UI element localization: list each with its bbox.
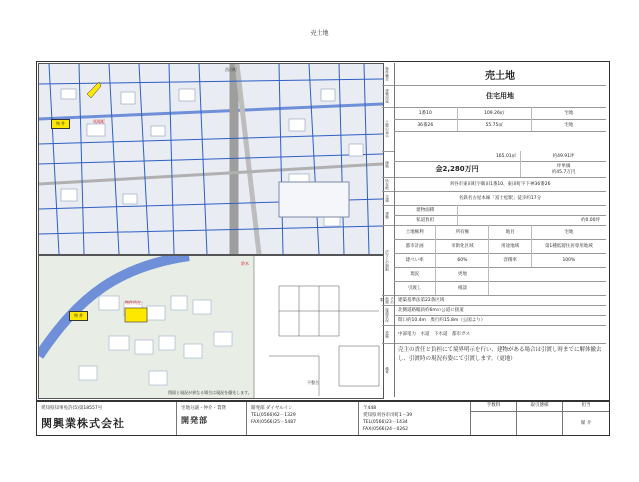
ownership-label: 土地権利	[394, 225, 436, 239]
label-use: 建物用途	[382, 85, 395, 108]
address: 刈谷市東田町字飯田1番10、東田町字下神36番26	[449, 182, 551, 187]
building-area	[458, 205, 606, 215]
tsubo-area: 約49.91坪	[552, 154, 575, 159]
zip: 〒448	[363, 406, 377, 411]
road: 北側道路幅員約6mの公道に接道	[398, 308, 464, 313]
status: 更地	[436, 267, 489, 281]
area-map	[38, 63, 384, 255]
map-tag: 鈴木	[241, 261, 249, 266]
department: 開発部	[181, 416, 208, 425]
map-tag: 馬場町	[93, 119, 105, 124]
category: 宅地	[564, 230, 574, 235]
remarks-text: 売主の責任と負担にて境界明示を行い、建物がある場合は引渡し時までに解体撤去し、引渡時の現況有姿にて引渡します。（更地）	[398, 347, 602, 362]
lot-number: 36番26	[394, 119, 458, 131]
label-remarks: 備考	[382, 343, 395, 397]
lot-number: 1番10	[394, 107, 458, 119]
station-access: 名鉄名古屋本線「富士松駅」徒歩約17分	[458, 196, 542, 201]
detail-map	[38, 255, 384, 399]
bcr: 60%	[436, 253, 489, 267]
transaction-header: 取引態様	[517, 402, 562, 412]
bcr-label: 建ぺい率	[394, 253, 436, 267]
far: 100%	[562, 257, 576, 263]
label-legal: 法令上の制限	[382, 225, 395, 296]
branch: 開発部 ダイヤルイン	[251, 406, 293, 411]
lot-category: 宅地	[564, 111, 574, 116]
private-road-label: 私道負担	[394, 215, 458, 225]
license: 愛知県知事免許(5)第18557号	[41, 406, 103, 411]
staff-header: 担当	[563, 402, 609, 412]
fee-header: 手数料	[471, 402, 516, 412]
map-tag: 物件所在	[125, 300, 141, 305]
map-tag: 西田町	[225, 67, 237, 72]
status-label: 現況	[394, 267, 436, 281]
document-title: 売土地	[310, 30, 329, 37]
staff-value: 媒 介	[580, 421, 592, 426]
frontage: 間口約10.4m 奥行約15.8m（公図より）	[398, 318, 486, 323]
price-per-tsubo: 約45.7万円	[551, 170, 576, 175]
total-area: 165.01㎡	[394, 151, 521, 161]
label-price: 価格	[382, 151, 395, 178]
type-value: 売土地	[485, 70, 515, 82]
law-label: その他制限	[382, 295, 395, 306]
road-label: 接道状況	[382, 305, 395, 326]
label-facilities: 設備	[382, 325, 395, 344]
private-road: 約0.00坪	[580, 218, 600, 223]
law: 建築基準法第22条区域	[398, 298, 445, 303]
city-plan: 市街化区域	[436, 239, 489, 253]
building-area-label: 建物面積	[394, 205, 458, 215]
label-type: 物件種目	[382, 63, 395, 86]
company-name: 関興業株式会社	[41, 417, 125, 430]
utilities: 中部電力 水道 下水道 都市ガス	[398, 332, 470, 337]
category-label: 地目	[489, 225, 531, 239]
far-label: 容積率	[489, 253, 531, 267]
subject-label-bottom: 物 件	[69, 311, 88, 321]
price-value: 金2,280万円	[394, 161, 521, 177]
tel: TEL(0566)62－1329	[251, 413, 296, 418]
office-address: 愛知県刈谷市司町1－39	[363, 413, 413, 418]
parcel-map-svg	[39, 256, 383, 398]
subject-label-top: 物 件	[51, 119, 70, 129]
lot-category: 宅地	[564, 123, 574, 128]
ownership: 所有権	[436, 225, 489, 239]
street-map-svg	[39, 64, 383, 254]
delivery: 相談	[436, 281, 489, 295]
city-plan-label: 都市計画	[394, 239, 436, 253]
label-traffic: 交通	[382, 191, 395, 206]
label-location: 所在地	[382, 177, 395, 192]
services: 宅地分譲・仲介・賃貸	[181, 406, 226, 411]
tel2: TEL(0566)23－1434	[363, 420, 408, 425]
fax: FAX(0566)25－5487	[251, 420, 296, 425]
fax2: FAX(0566)24－0262	[363, 427, 408, 432]
use-district-label: 用途地域	[489, 239, 531, 253]
map-note: 図面と現況が異なる場合は現況を優先します。	[168, 390, 252, 395]
label-building: 建物	[382, 205, 395, 226]
maps-area	[38, 63, 382, 397]
lot-area: 109.26㎡	[458, 107, 532, 119]
lot-area: 55.75㎡	[458, 119, 532, 131]
map-notice: 不整合	[307, 380, 319, 385]
footer-bar	[36, 401, 610, 436]
price-per-tsubo-header: 坪単価	[556, 164, 571, 169]
delivery-label: 引渡し	[394, 281, 436, 295]
use-value: 住宅用地	[486, 92, 514, 100]
label-land: 土地の表示	[382, 107, 395, 152]
use-district: 第1種低層住居専用地域	[544, 244, 593, 249]
